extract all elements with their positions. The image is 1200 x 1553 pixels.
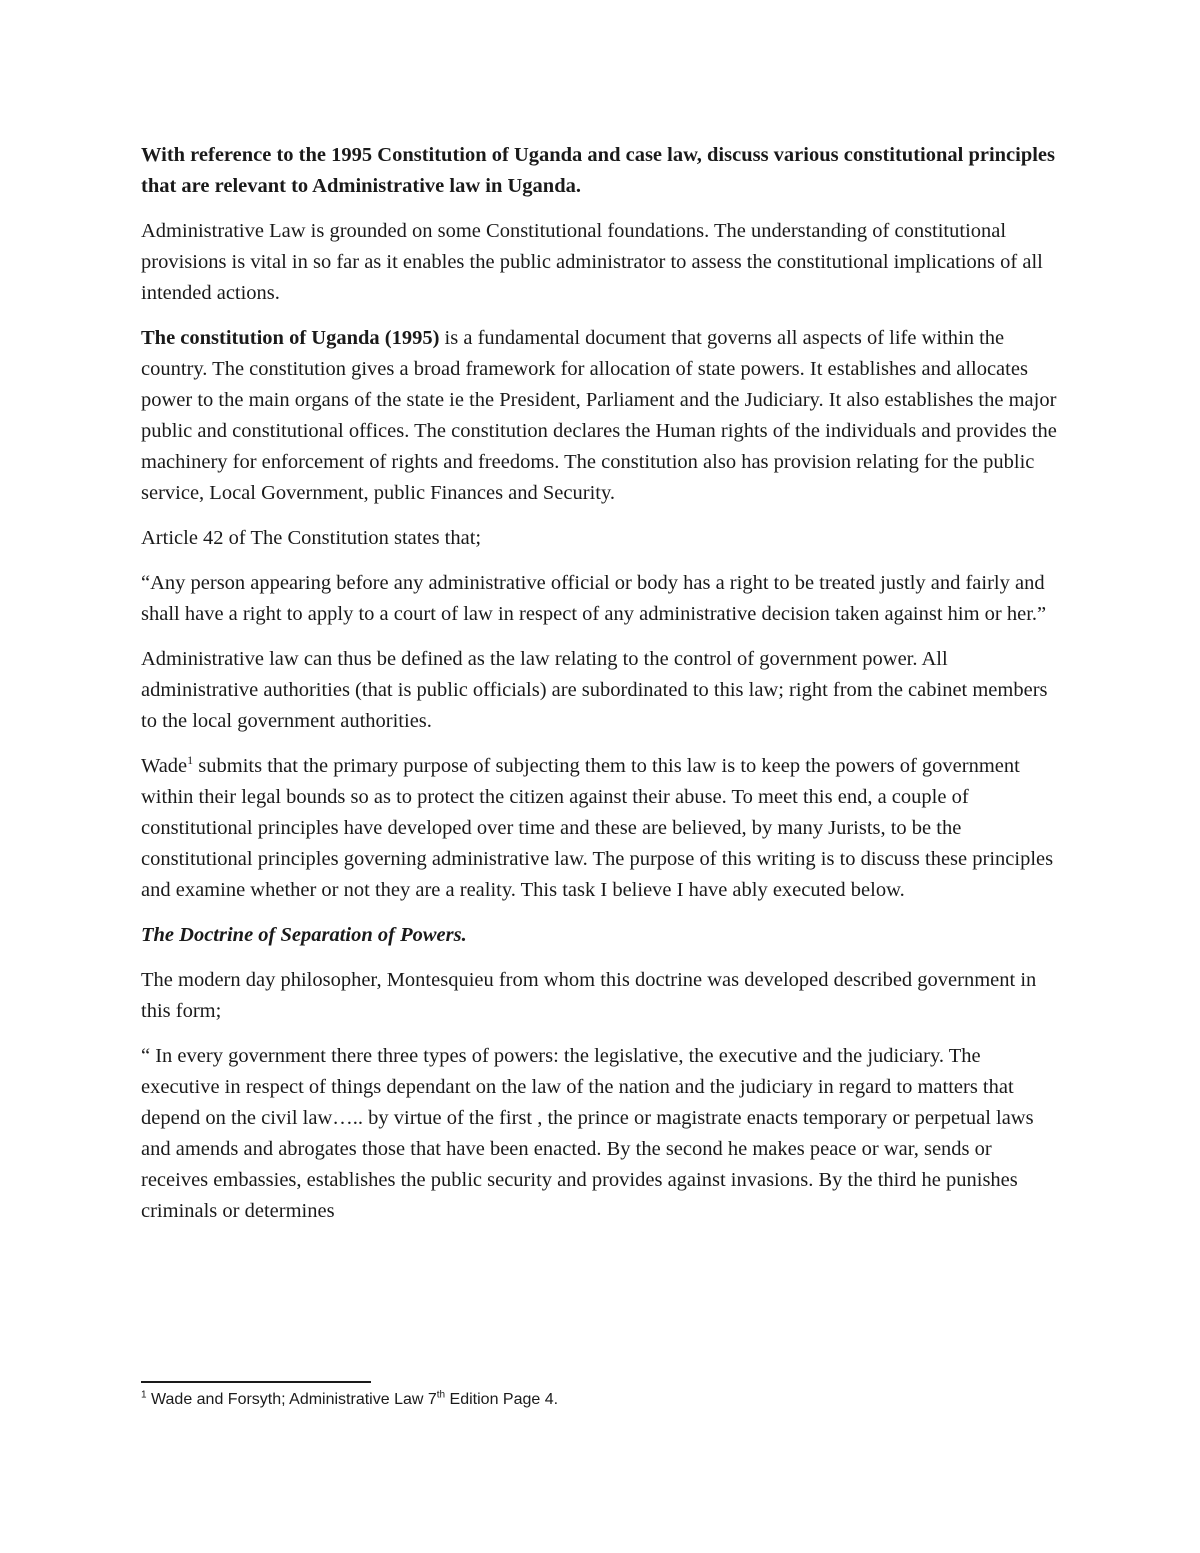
section-heading: The Doctrine of Separation of Powers. [141, 924, 467, 946]
montesquieu-intro-paragraph: The modern day philosopher, Montesquieu from whom this doctrine was developed described government in this form; [141, 969, 1037, 1022]
footnote-text-before: Wade and Forsyth; Administrative Law 7 [146, 1391, 437, 1408]
page-title: With reference to the 1995 Constitution of Uganda and case law, discuss various constitutional principles that are relevant to Administrative law in Uganda. [141, 144, 1056, 197]
wade-text: submits that the primary purpose of subjecting them to this law is to keep the powers of government within their legal bounds so as to protect the citizen against their abuse. To meet this end, a couple of constitutional principles have developed over time and these are believed, by many Jurists, to be the constitutional principles governing administrative law. The purpose of this writing is to discuss these principles and examine whether or not they are a reality. This task I believe I have ably executed below. [141, 755, 1054, 901]
document-body [141, 140, 1061, 1241]
constitution-lead: The constitution of Uganda (1995) [141, 327, 440, 349]
wade-paragraph [141, 751, 1061, 906]
constitution-paragraph [141, 323, 1061, 509]
footnote-superscript: th [436, 1389, 446, 1401]
footnote-text-after: Edition Page 4. [445, 1391, 559, 1408]
footnote [141, 1388, 558, 1412]
definition-paragraph: Administrative law can thus be defined as the law relating to the control of government power. All administrative authorities (that is public officials) are subordinated to this law; right from the cabinet members to the local government authorities. [141, 648, 1048, 732]
montesquieu-quote-paragraph: “ In every government there three types of powers: the legislative, the executive and the judiciary. The executive in respect of things dependant on the law of the nation and the judiciary in regard to matters that depend on the civil law….. by virtue of the first , the prince or magistrate enacts temporary or perpetual laws and amends and abrogates those that have been enacted. By the second he makes peace or war, sends or receives embassies, establishes the public security and provides against invasions. By the third he punishes criminals or determines [141, 1045, 1034, 1222]
article-quote-paragraph: “Any person appearing before any administrative official or body has a right to be treated justly and fairly and shall have a right to apply to a court of law in respect of any administrative decision taken against him or her.” [141, 572, 1047, 625]
intro-paragraph: Administrative Law is grounded on some Constitutional foundations. The understanding of constitutional provisions is vital in so far as it enables the public administrator to assess the constitutional implications of all intended actions. [141, 220, 1043, 304]
wade-name: Wade [141, 755, 188, 777]
article-intro-paragraph: Article 42 of The Constitution states that; [141, 527, 482, 549]
footnote-number: 1 [141, 1389, 147, 1401]
footnote-separator [141, 1381, 371, 1383]
constitution-text: is a fundamental document that governs all aspects of life within the country. The constitution gives a broad framework for allocation of state powers. It establishes and allocates power to the main organs of the state ie the President, Parliament and the Judiciary. It also establishes the major public and constitutional offices. The constitution declares the Human rights of the individuals and provides the machinery for enforcement of rights and freedoms. The constitution also has provision relating for the public service, Local Government, public Finances and Security. [141, 327, 1057, 504]
footnote-reference[interactable]: 1 [187, 753, 194, 768]
